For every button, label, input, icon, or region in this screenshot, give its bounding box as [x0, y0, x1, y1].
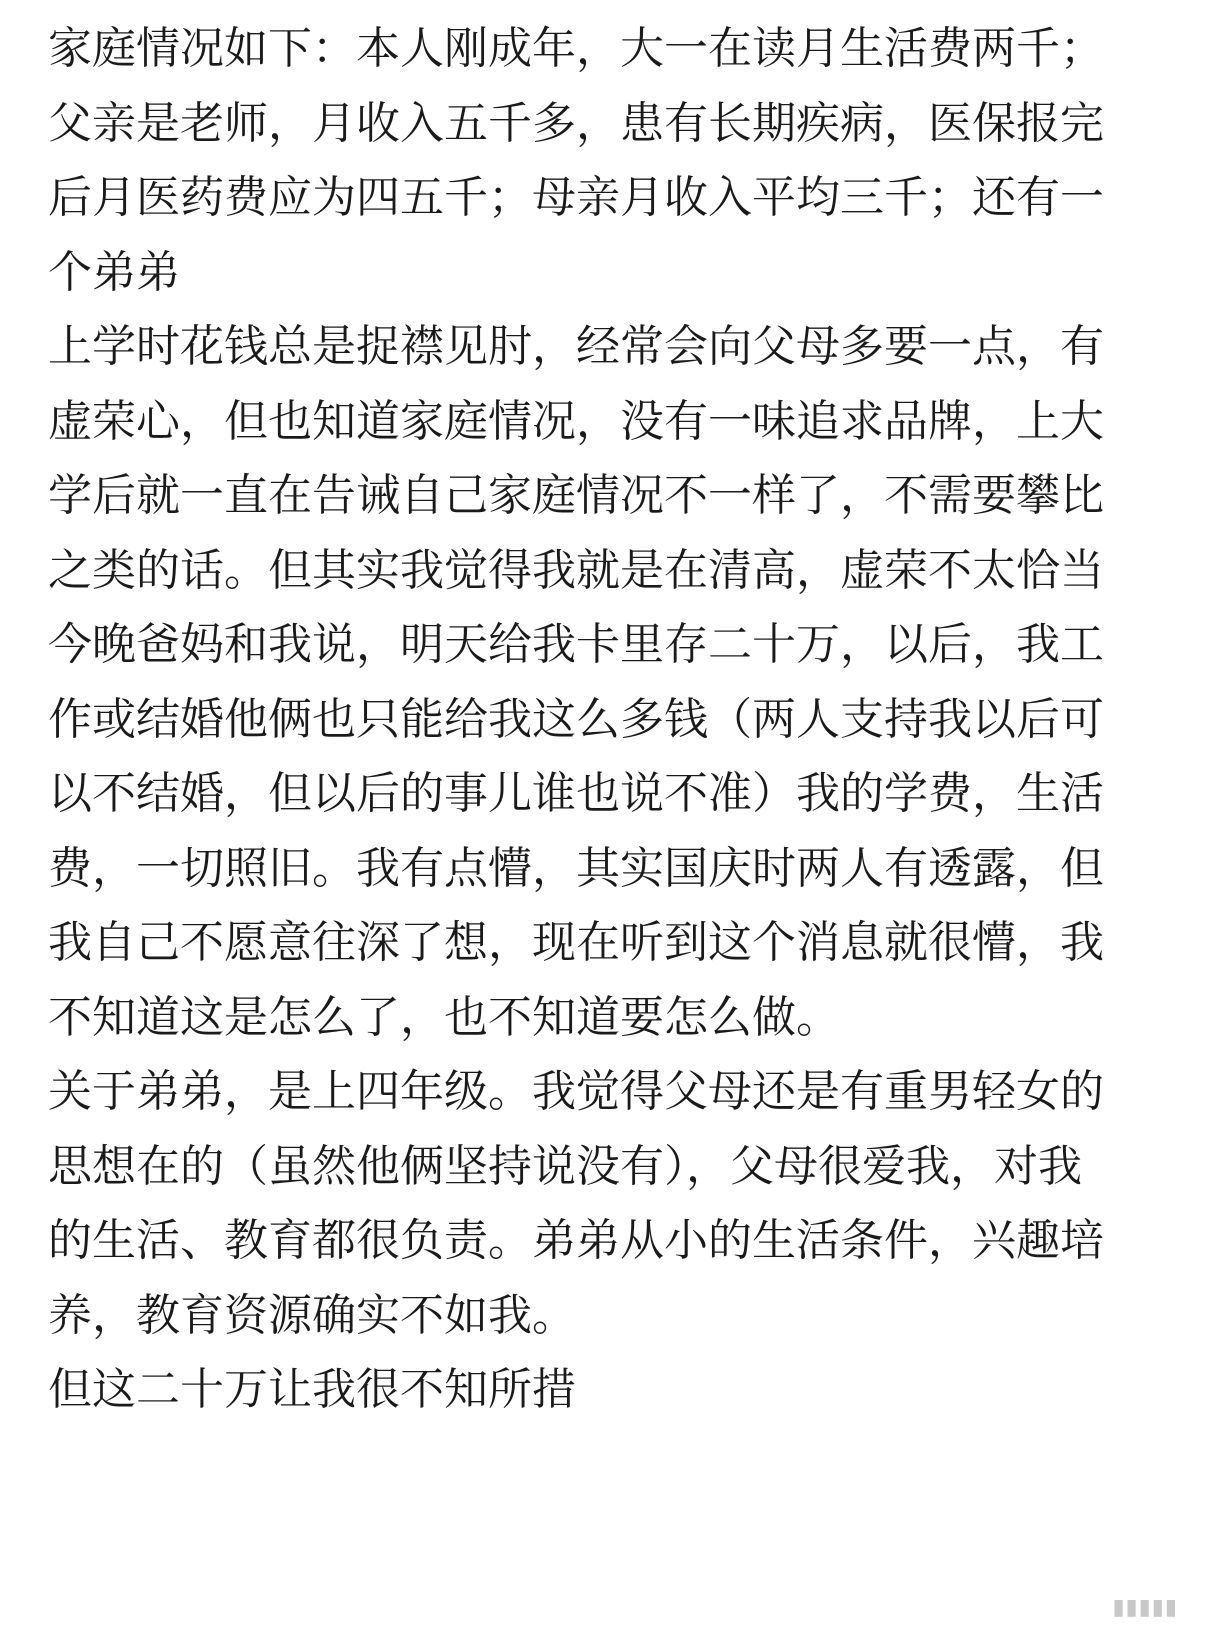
document-body	[48, 12, 1108, 1428]
watermark-mark: ▮▮▮▮▮	[1112, 1595, 1178, 1620]
paragraph-younger-brother: 关于弟弟，是上四年级。我觉得父母还是有重男轻女的思想在的（虽然他俩坚持说没有），父母很爱我，对我的生活、教育都很负责。弟弟从小的生活条件，兴趣培养，教育资源确实不如我。	[48, 1066, 1104, 1341]
paragraph-parents-money: 今晚爸妈和我说，明天给我卡里存二十万，以后，我工作或结婚他俩也只能给我这么多钱（两人支持我以后可以不结婚，但以后的事儿谁也说不准）我的学费，生活费，一切照旧。我有点懵，其实国庆时两人有透露，但我自己不愿意往深了想，现在听到这个消息就很懵，我不知道这是怎么了，也不知道要怎么做。	[48, 619, 1104, 1043]
paragraph-family-situation: 家庭情况如下：本人刚成年，大一在读月生活费两千；父亲是老师，月收入五千多，患有长期疾病，医保报完后月医药费应为四五千；母亲月收入平均三千；还有一个弟弟	[48, 23, 1104, 298]
paragraph-conclusion: 但这二十万让我很不知所措	[48, 1364, 576, 1415]
paragraph-spending-habits: 上学时花钱总是捉襟见肘，经常会向父母多要一点，有虚荣心，但也知道家庭情况，没有一味追求品牌，上大学后就一直在告诫自己家庭情况不一样了，不需要攀比之类的话。但其实我觉得我就是在清高，虚荣不太恰当	[48, 321, 1104, 596]
watermark	[1112, 1595, 1178, 1620]
